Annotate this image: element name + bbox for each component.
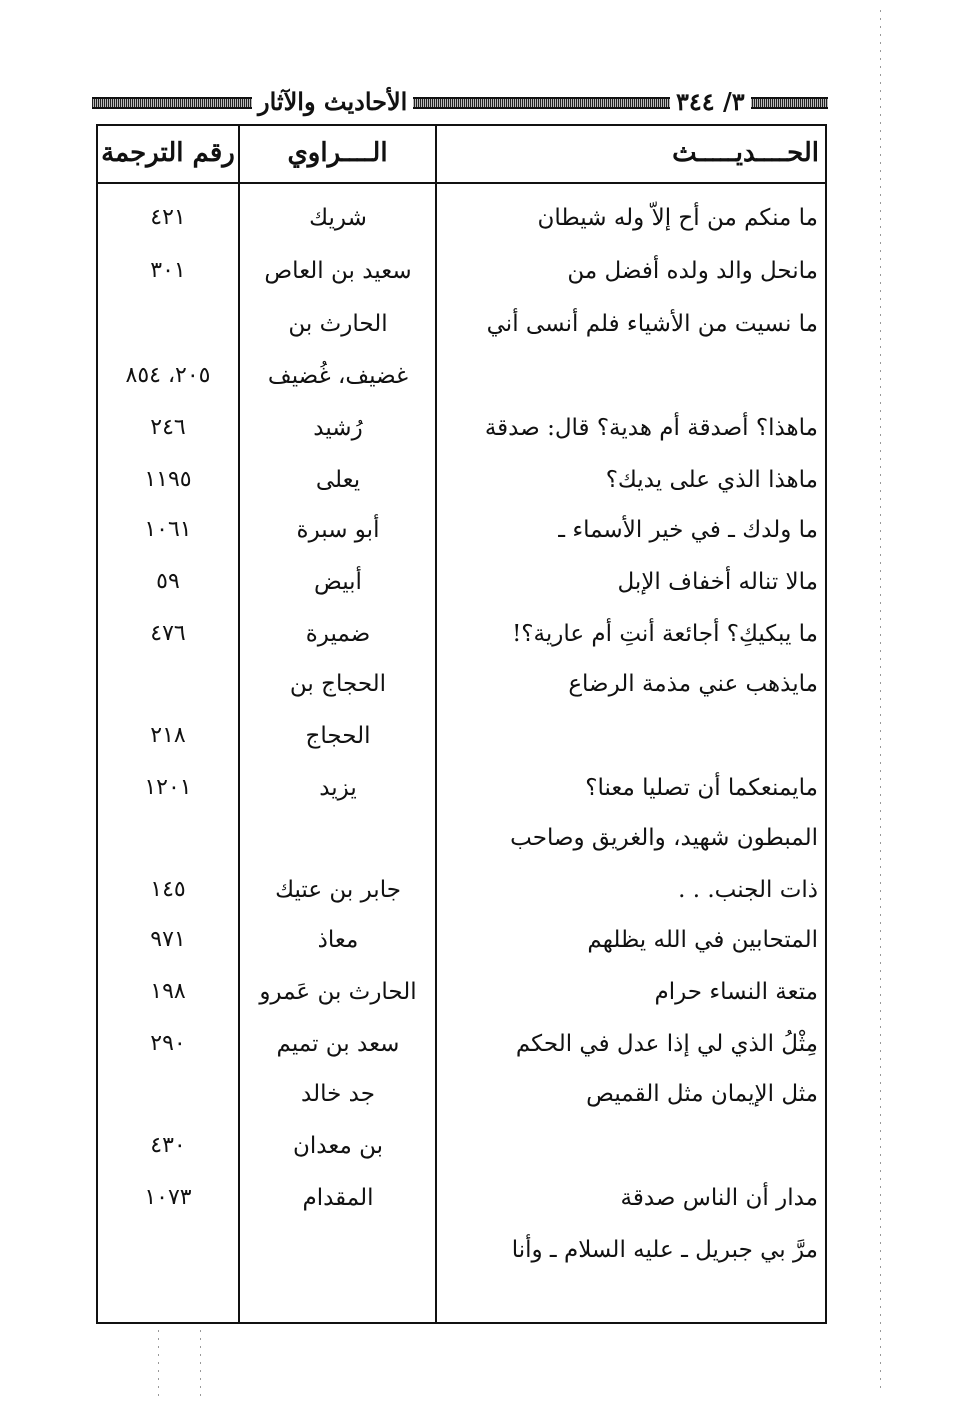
hadith-text: ما منكم من أح إلاّ وله شيطان [537, 205, 818, 231]
tarjama-number [98, 1074, 238, 1114]
rawi-name: سعد بن تميم [276, 1031, 400, 1057]
rawi-name: جد خالد [301, 1081, 375, 1107]
rawi-name: الحجاج [305, 723, 371, 749]
tarjama-number: ٤٧٦ [150, 621, 186, 646]
tarjama-number: ٤٣٠ [150, 1133, 186, 1158]
running-header [92, 86, 828, 118]
rawi-name: أبيض [314, 569, 362, 595]
tarjama-number: ١٢٠١ [144, 775, 192, 800]
hadith-text: مانحل والد ولده أفضل من [567, 258, 818, 284]
tarjama-number [98, 818, 238, 858]
hadith-text: ما يبكيكِ؟ أجائعة أنتِ أم عارية؟! [512, 621, 818, 647]
scan-artifact-line [200, 1330, 201, 1400]
tarjama-number: ٥٩ [156, 569, 180, 594]
tarjama-number: ٤٢١ [150, 205, 186, 230]
hadith-text: مالا تناله أخفاف الإبل [617, 569, 818, 595]
rawi-name [240, 1230, 436, 1270]
scan-artifact-line [158, 1330, 159, 1400]
header-divider [96, 182, 827, 184]
rawi-name: بن معدان [293, 1133, 383, 1159]
page-number: ٣/ ٣٤٤ [670, 86, 751, 118]
hadith-text: مايذهب عني مذمة الرضاع [568, 671, 818, 697]
hadith-text: ماهذا؟ أصدقة أم هدية؟ قال: صدقة [484, 415, 818, 441]
tarjama-number: ١٤٥ [150, 877, 186, 902]
rawi-name: رُشيد [313, 415, 363, 441]
section-title: الأحاديث والآثار [252, 86, 413, 118]
tarjama-number: ٢٤٦ [150, 415, 186, 440]
rawi-name: الحارث بن عَمرو [259, 979, 417, 1005]
rawi-name: الحجاج بن [289, 671, 387, 697]
column-header-tarjama: رقم الترجمة [101, 138, 235, 168]
tarjama-number [98, 304, 238, 344]
rawi-name: شريك [309, 205, 367, 231]
rawi-name: غضيف، غُضيف [267, 363, 409, 389]
tarjama-number: ١٠٧٣ [144, 1185, 192, 1210]
tarjama-number: ٣٠١ [150, 258, 186, 283]
hadith-text: ما نسيت من الأشياء فلم أنسى أني [486, 311, 818, 337]
rawi-name: أبو سبرة [296, 517, 380, 543]
tarjama-number: ١١٩٥ [144, 467, 192, 492]
rawi-name: معاذ [317, 927, 359, 953]
rawi-name: ضميرة [305, 621, 371, 647]
rawi-name: يعلى [315, 467, 361, 493]
tarjama-number: ١٠٦١ [144, 517, 192, 542]
hadith-text: مايمنعكما أن تصليا معنا؟ [585, 775, 818, 801]
hadith-text: المبطون شهيد، والغريق وصاحب [510, 825, 818, 851]
tarjama-number: ٢٩٠ [150, 1031, 186, 1056]
rawi-name: جابر بن عتيك [275, 877, 401, 903]
tarjama-number [98, 664, 238, 704]
hadith-text: مدار أن الناس صدقة [620, 1185, 818, 1211]
hadith-text: مِثْلُ الذي لي إذا عدل في الحكم [515, 1031, 818, 1057]
hadith-text: متعة النساء حرام [654, 979, 818, 1005]
tarjama-number: ١٩٨ [150, 979, 186, 1004]
rawi-name: يزيد [319, 775, 357, 801]
tarjama-number: ٢١٨ [150, 723, 186, 748]
hadith-text: ما ولدك ـ في خير الأسماء ـ [558, 517, 818, 543]
hadith-text: مثل الإيمان مثل القميص [586, 1081, 818, 1107]
scan-artifact-line [880, 10, 881, 1390]
hadith-text: ماهذا الذي على يديك؟ [605, 467, 818, 493]
rawi-name: سعيد بن العاص [264, 258, 412, 284]
column-header-rawi: الــــراوي [287, 138, 388, 168]
tarjama-number [98, 1230, 238, 1270]
hadith-text: ذات الجنب. . . [678, 877, 818, 903]
rawi-name [240, 818, 436, 858]
hadith-text: مرَّ بي جبريل ـ عليه السلام ـ وأنا [511, 1237, 818, 1263]
hadith-text: المتحابين في الله يظلهم [587, 927, 818, 953]
rawi-name: المقدام [302, 1185, 374, 1211]
tarjama-number: ٩٧١ [150, 927, 186, 952]
rawi-name: الحارث بن [288, 311, 388, 337]
column-header-hadith: الحــــديـــــث [672, 138, 819, 168]
tarjama-number: ٢٠٥، ٨٥٤ [125, 363, 211, 388]
